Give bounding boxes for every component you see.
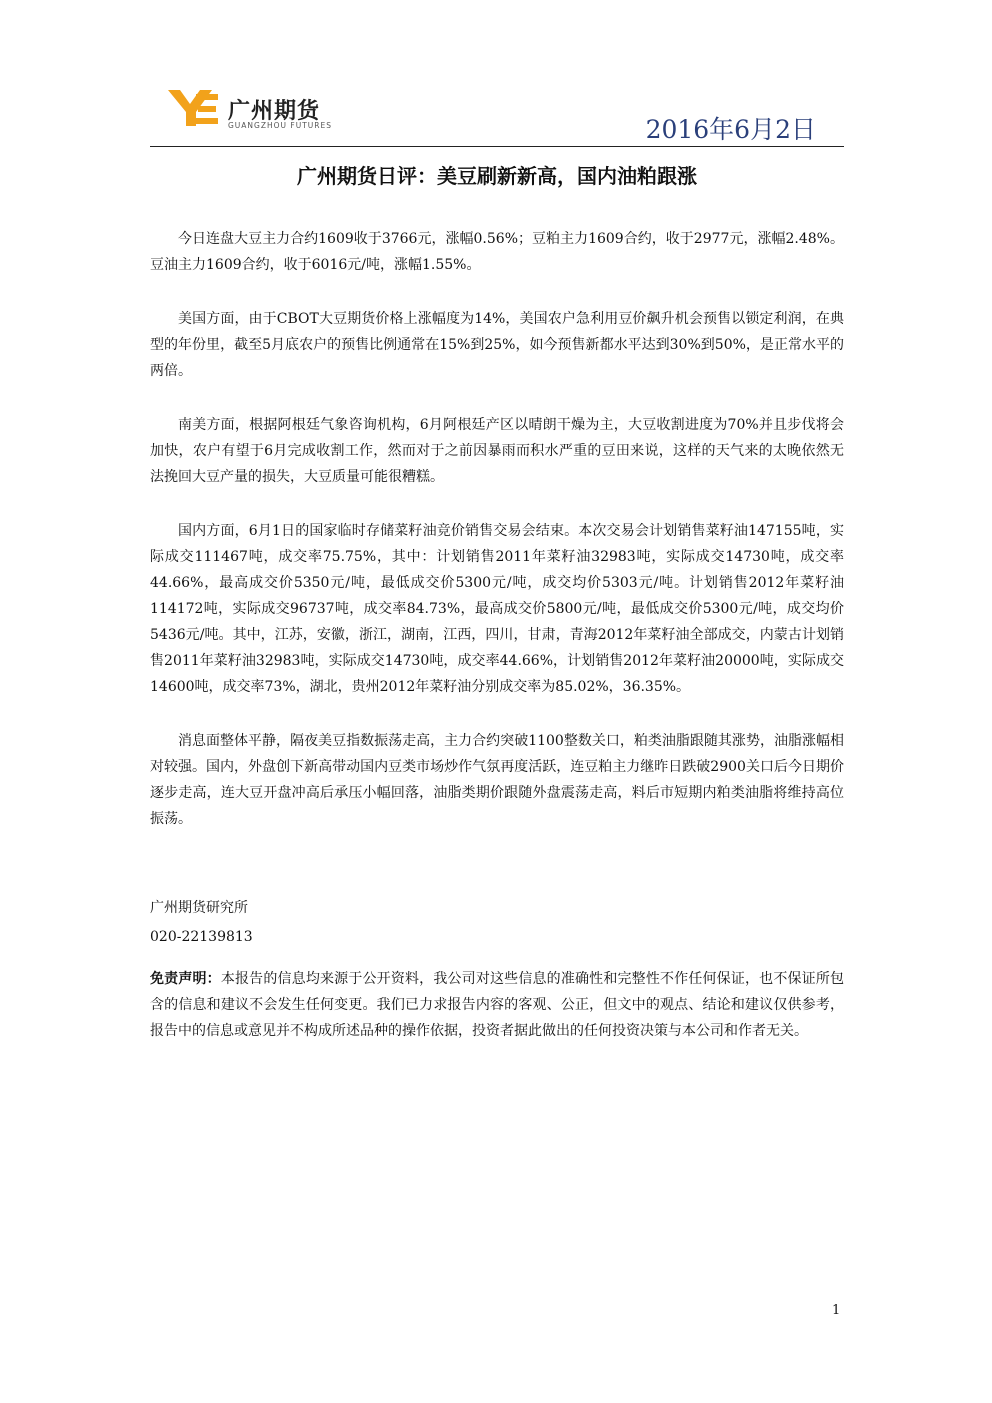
paragraph-domestic: 国内方面，6月1日的国家临时存储菜籽油竞价销售交易会结束。本次交易会计划销售菜籽油147155吨，实际成交111467吨，成交率75.75%，其中：计划销售2011年菜籽油32983吨，实际成交14730吨，成交率44.66%，最高成交价5350元/吨，最低成交价5300元/吨，成交均价5303元/吨。计划销售2012年菜籽油114172吨，实际成交96737吨，成交率84.73%，最高成交价5800元/吨，最低成交价5300元/吨，成交均价5436元/吨。其中，江苏，安徽，浙江，湖南，江西，四川，甘肃，青海2012年菜籽油全部成交，内蒙古计划销售2011年菜籽油32983吨，实际成交14730吨，成交率44.66%，计划销售2012年菜籽油20000吨，实际成交14600吨，成交率73%，湖北，贵州2012年菜籽油分别成交率为85.02%，36.35%。 <box>150 523 844 695</box>
report-title: 广州期货日评：美豆刷新新高，国内油粕跟涨 <box>297 164 697 188</box>
paragraph-market-close: 今日连盘大豆主力合约1609收于3766元，涨幅0.56%；豆粕主力1609合约，收于2977元，涨幅2.48%。豆油主力1609合约，收于6016元/吨，涨幅1.55%。 <box>150 231 844 273</box>
report-date: 2016年6月2日 <box>645 115 816 144</box>
signature-block <box>150 894 844 952</box>
signature-org: 广州期货研究所 <box>150 900 248 916</box>
company-logo <box>166 86 386 136</box>
paragraph-us-market: 美国方面，由于CBOT大豆期货价格上涨幅度为14%，美国农户急利用豆价飙升机会预售以锁定利润，在典型的年份里，截至5月底农户的预售比例通常在15%到25%，如今预售新都水平达到30%到50%，是正常水平的两倍。 <box>150 311 844 379</box>
disclaimer-label: 免责声明： <box>150 971 221 987</box>
disclaimer <box>150 966 844 1044</box>
report-body <box>150 226 844 1044</box>
header-divider <box>150 146 844 147</box>
page-number: 1 <box>832 1303 841 1318</box>
logo-chinese-name: 广州期货 <box>228 99 321 124</box>
signature-phone: 020-22139813 <box>150 929 253 945</box>
paragraph-outlook: 消息面整体平静，隔夜美豆指数振荡走高，主力合约突破1100整数关口，粕类油脂跟随其涨势，油脂涨幅相对较强。国内，外盘创下新高带动国内豆类市场炒作气氛再度活跃，连豆粕主力继昨日跌破2900关口后今日期价逐步走高，连大豆开盘冲高后承压小幅回落，油脂类期价跟随外盘震荡走高，料后市短期内粕类油脂将维持高位振荡。 <box>150 733 844 827</box>
page-header <box>150 80 844 146</box>
logo-mark-icon <box>166 86 222 130</box>
disclaimer-text: 本报告的信息均来源于公开资料，我公司对这些信息的准确性和完整性不作任何保证，也不保证所包含的信息和建议不会发生任何变更。我们已力求报告内容的客观、公正，但文中的观点、结论和建议仅供参考，报告中的信息或意见并不构成所述品种的操作依据，投资者据此做出的任何投资决策与本公司和作者无关。 <box>150 971 845 1039</box>
logo-english-name: GUANGZHOU FUTURES <box>228 121 332 130</box>
paragraph-south-america: 南美方面，根据阿根廷气象咨询机构，6月阿根廷产区以晴朗干燥为主，大豆收割进度为70%并且步伐将会加快，农户有望于6月完成收割工作，然而对于之前因暴雨而积水严重的豆田来说，这样的天气来的太晚依然无法挽回大豆产量的损失，大豆质量可能很糟糕。 <box>150 417 844 485</box>
